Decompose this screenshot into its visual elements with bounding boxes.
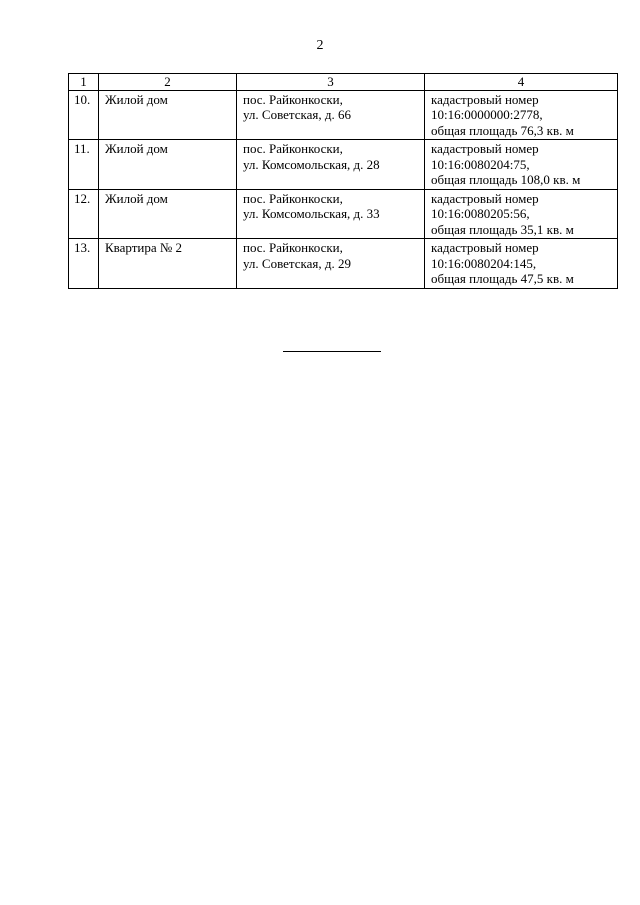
details-line: общая площадь 108,0 кв. м [431,172,581,187]
address-line: пос. Райконкоски, [243,190,343,206]
details-line: кадастровый номер [431,91,539,107]
table-header-row [69,74,618,91]
row-number-cell: 13. [69,239,99,289]
details-cell [425,140,618,190]
details-line: 10:16:0080205:56, [431,206,530,221]
object-cell: Жилой дом [99,140,237,190]
details-line: общая площадь 35,1 кв. м [431,221,574,237]
address-cell [237,239,425,289]
address-line: пос. Райконкоски, [243,141,343,156]
closing-divider [283,351,381,352]
address-cell [237,90,425,140]
row-number-cell: 10. [69,90,99,140]
column-header: 1 [69,74,99,91]
page-number: 2 [316,38,324,53]
details-line: общая площадь 47,5 кв. м [431,271,574,286]
table-row [69,239,618,289]
address-line: ул. Комсомольская, д. 28 [243,156,380,172]
table-row [69,189,618,239]
details-cell [425,189,618,239]
object-cell: Жилой дом [99,189,237,239]
details-line: кадастровый номер [431,141,539,156]
column-header: 2 [99,74,237,91]
column-header: 3 [237,74,425,91]
column-header: 4 [425,74,618,91]
details-line: кадастровый номер [431,190,539,206]
object-cell: Жилой дом [99,90,237,140]
details-line: кадастровый номер [431,240,539,255]
address-line: ул. Советская, д. 29 [243,255,352,271]
address-cell [237,189,425,239]
details-line: общая площадь 76,3 кв. м [431,122,574,138]
details-cell [425,239,618,289]
details-line: 10:16:0080204:145, [431,255,537,271]
address-line: ул. Советская, д. 66 [243,107,352,122]
object-cell: Квартира № 2 [99,239,237,289]
row-number-cell: 12. [69,189,99,239]
table-row [69,140,618,190]
details-line: 10:16:0080204:75, [431,156,530,172]
details-cell [425,90,618,140]
property-table [68,73,618,289]
details-line: 10:16:0000000:2778, [431,107,543,122]
address-line: пос. Райконкоски, [243,91,343,107]
table-row [69,90,618,140]
address-line: пос. Райконкоски, [243,240,343,255]
address-cell [237,140,425,190]
row-number-cell: 11. [69,140,99,190]
address-line: ул. Комсомольская, д. 33 [243,206,380,221]
